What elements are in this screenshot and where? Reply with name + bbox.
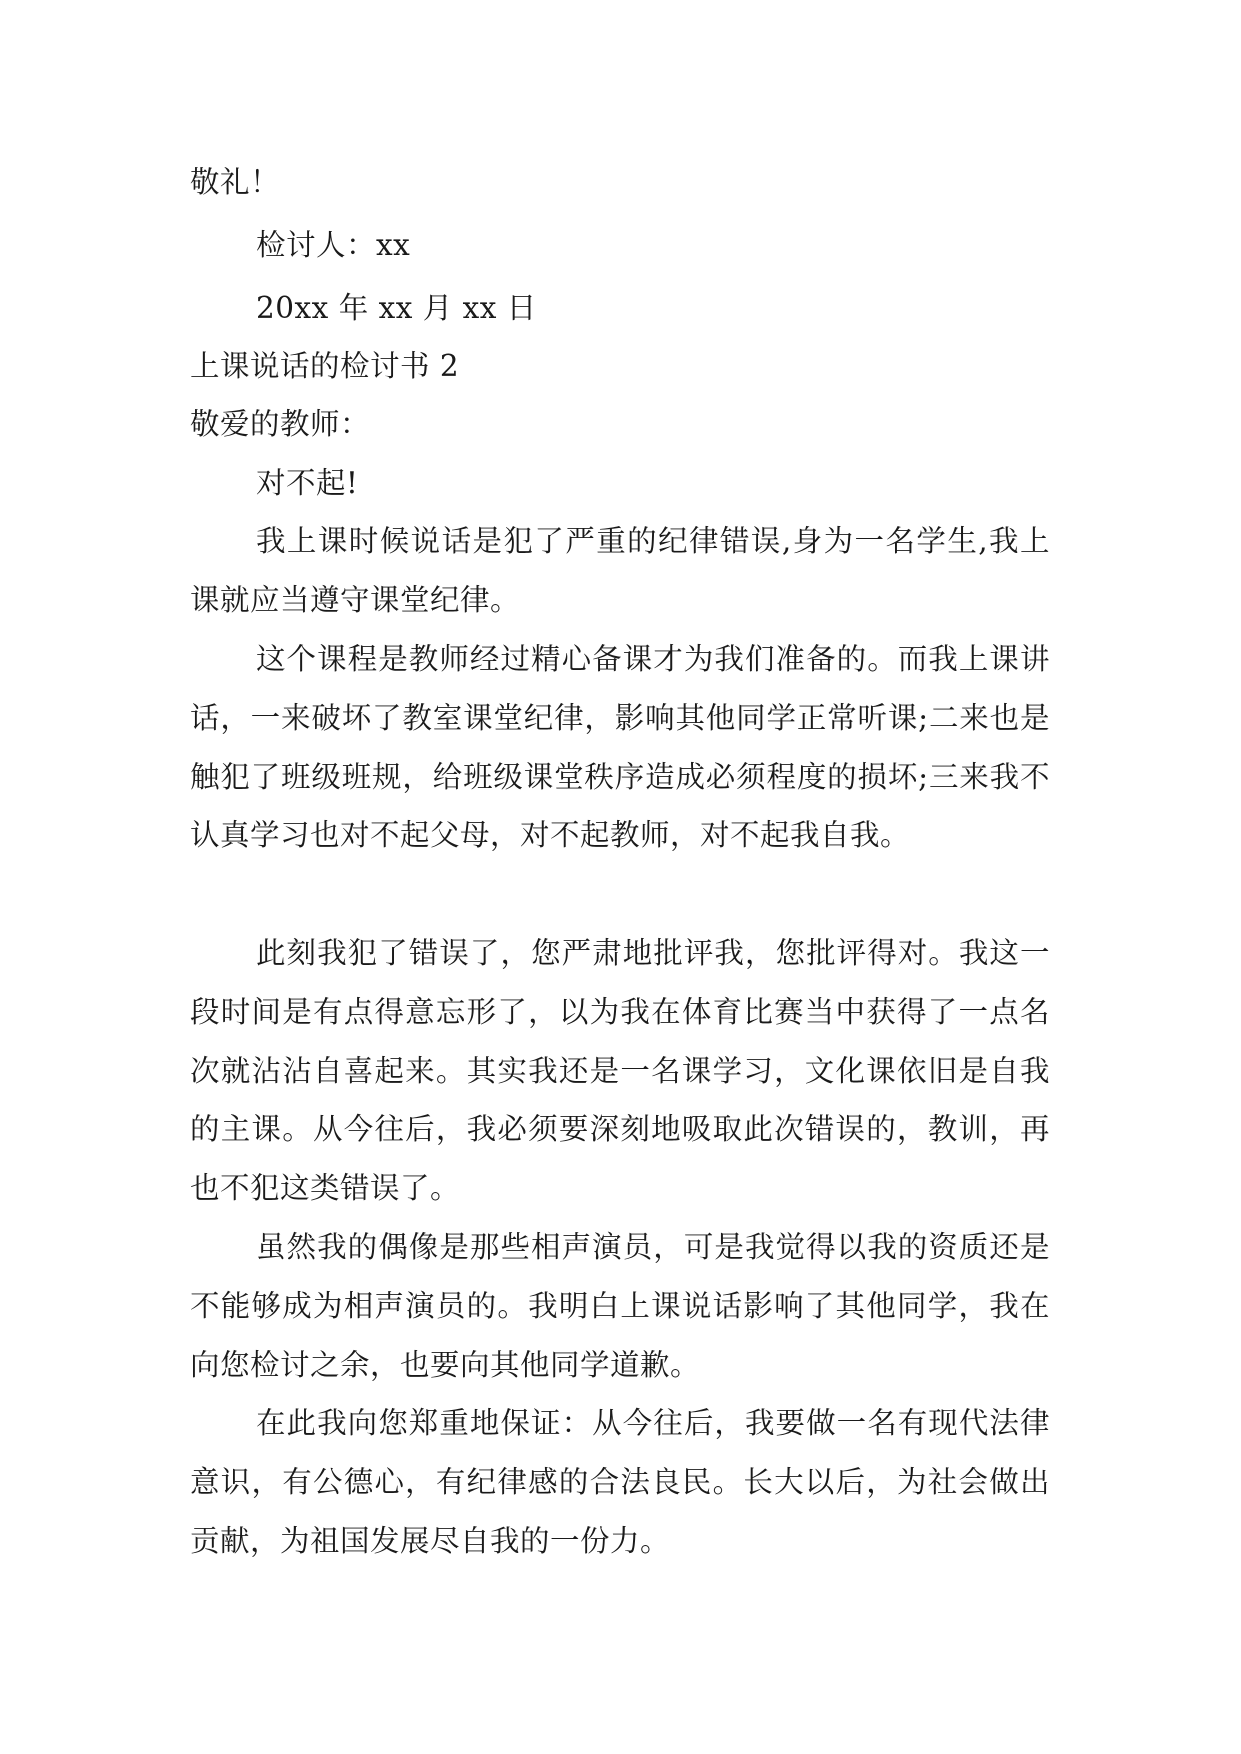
section-title: 上课说话的检讨书 2 xyxy=(190,349,460,383)
signer-line: 检讨人：xx xyxy=(256,228,411,262)
letter-greeting: 敬爱的教师： xyxy=(190,407,371,441)
date-line: 20xx 年 xx 月 xx 日 xyxy=(256,291,537,325)
body-paragraph-2: 这个课程是教师经过精心备课才为我们准备的。而我上课讲话，一来破坏了教室课堂纪律，影响其他同学正常听课;二来也是触犯了班级班规，给班级课堂秩序造成必须程度的损坏;三来我不认真学习也对不起父母，对不起教师，对不起我自我。 xyxy=(190,642,1050,853)
closing-salute: 敬礼！ xyxy=(190,165,281,199)
body-paragraph-5: 在此我向您郑重地保证：从今往后，我要做一名有现代法律意识，有公德心，有纪律感的合法良民。长大以后，为社会做出贡献，为祖国发展尽自我的一份力。 xyxy=(190,1406,1050,1558)
body-paragraph-1: 我上课时候说话是犯了严重的纪律错误,身为一名学生,我上课就应当遵守课堂纪律。 xyxy=(190,524,1050,617)
opening-apology: 对不起! xyxy=(256,466,359,500)
body-paragraph-3: 此刻我犯了错误了，您严肃地批评我，您批评得对。我这一段时间是有点得意忘形了，以为我在体育比赛当中获得了一点名次就沾沾自喜起来。其实我还是一名课学习，文化课依旧是自我的主课。从今往后，我必须要深刻地吸取此次错误的，教训，再也不犯这类错误了。 xyxy=(190,936,1050,1206)
body-paragraph-4: 虽然我的偶像是那些相声演员，可是我觉得以我的资质还是不能够成为相声演员的。我明白上课说话影响了其他同学，我在向您检讨之余，也要向其他同学道歉。 xyxy=(190,1230,1050,1382)
